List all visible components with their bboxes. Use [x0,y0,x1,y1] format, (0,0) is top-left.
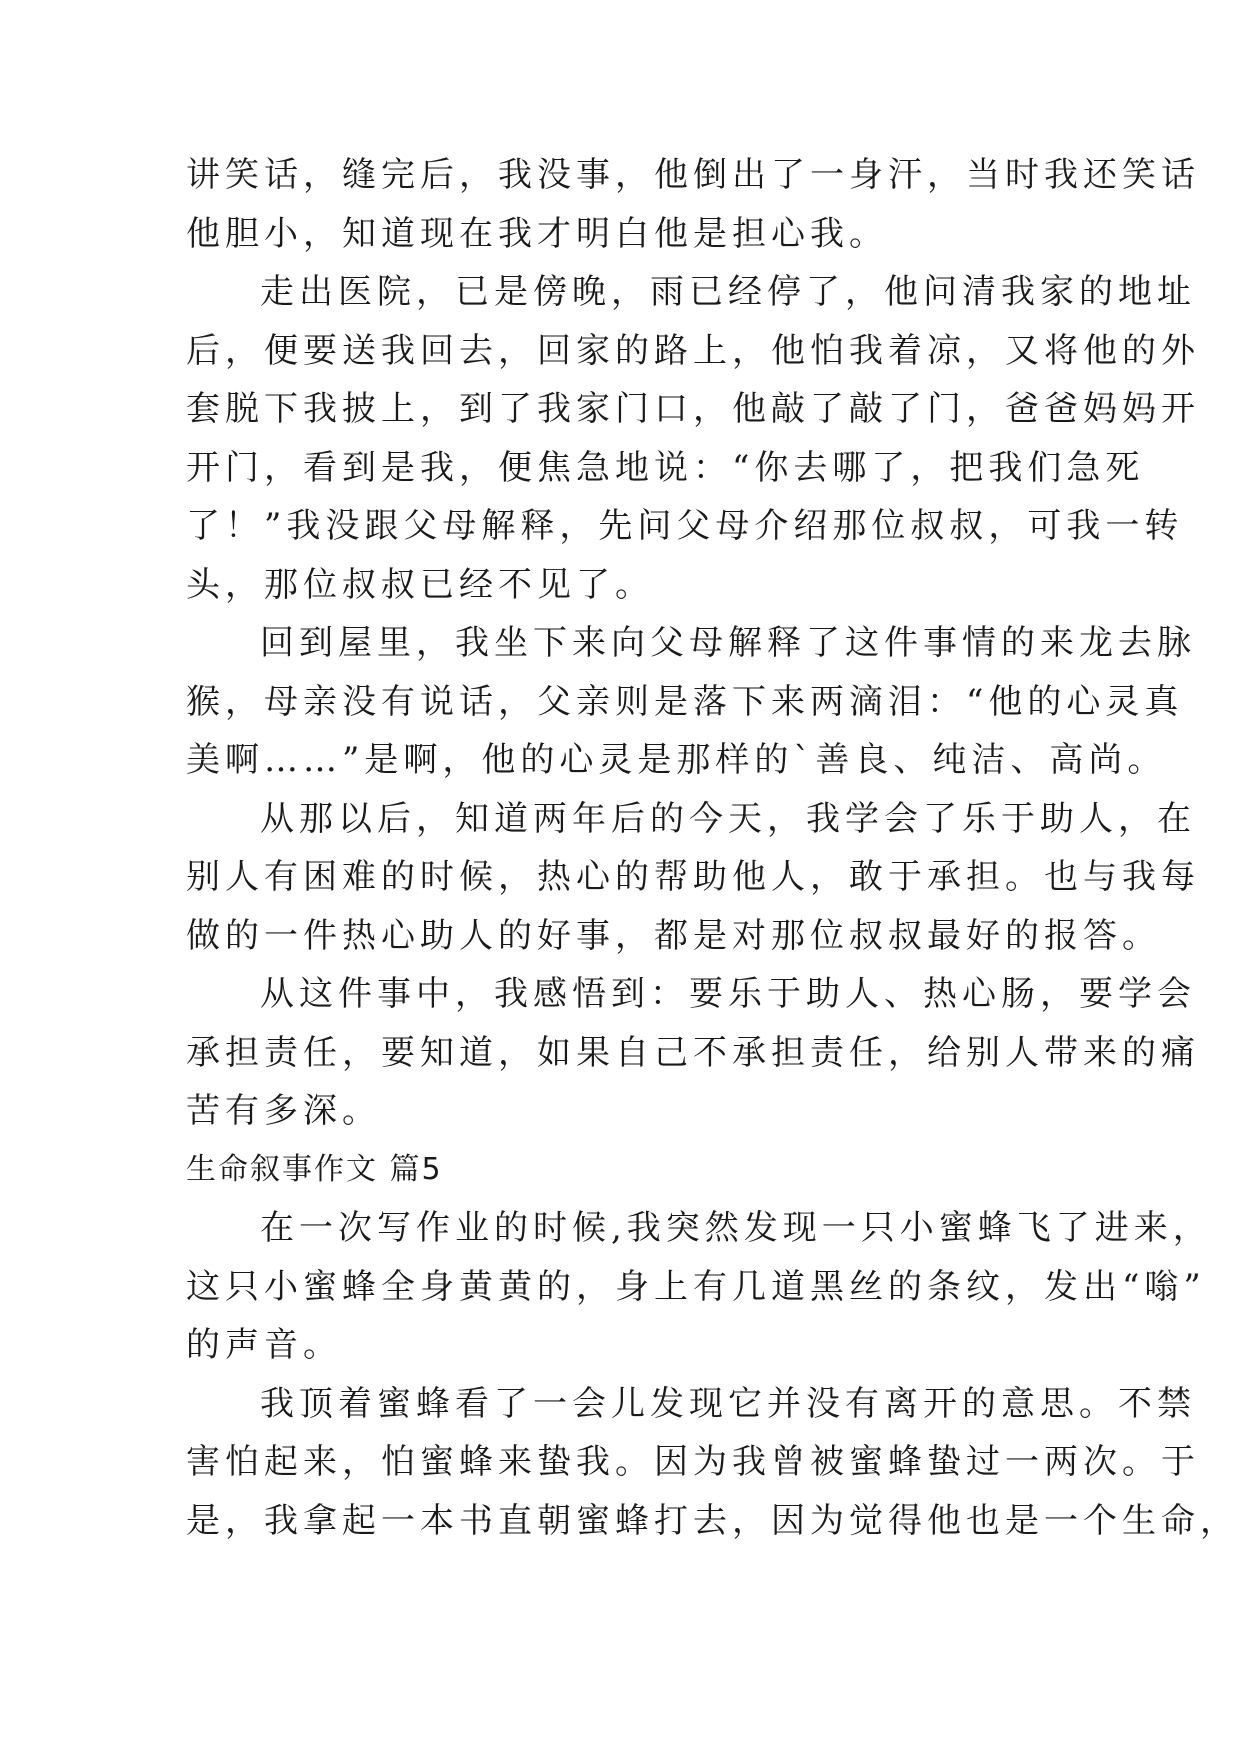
text-line: 猴，母亲没有说话，父亲则是落下来两滴泪：“他的心灵真 [186,681,1184,722]
paragraph-start-line: 从那以后，知道两年后的今天，我学会了乐于助人，在 [260,798,1196,839]
text-line: 套脱下我披上，到了我家门口，他敲了敲了门，爸爸妈妈开 [186,389,1200,429]
text-line: 害怕起来，怕蜜蜂来蛰我。因为我曾被蜜蜂蛰过一两次。于 [186,1442,1200,1482]
text-line: 这只小蜜蜂全身黄黄的，身上有几道黑丝的条纹，发出“嗡” [186,1266,1206,1307]
text-line: 头，那位叔叔已经不见了。 [186,564,654,605]
paragraph-start-line: 我顶着蜜蜂看了一会儿发现它并没有离开的意思。不禁 [260,1383,1196,1424]
text-line: 别人有困难的时候，热心的帮助他人，敢于承担。也与我每 [186,857,1200,897]
section-heading: 生命叙事作文 篇5 [186,1151,443,1187]
text-line: 了！”我没跟父母解释，先问父母介绍那位叔叔，可我一转 [186,506,1184,546]
body-text [186,146,1239,1550]
paragraph-start-line: 在一次写作业的时候,我突然发现一只小蜜蜂飞了进来， [260,1208,1212,1248]
text-line: 他胆小，知道现在我才明白他是担心我。 [186,213,888,254]
text-line: 讲笑话，缝完后，我没事，他倒出了一身汗，当时我还笑话 [186,155,1200,195]
text-line: 美啊……”是啊，他的心灵是那样的`善良、纯洁、高尚。 [186,740,1167,780]
text-line: 后，便要送我回去，回家的路上，他怕我着凉，又将他的外 [186,330,1200,371]
paragraph-start-line: 回到屋里，我坐下来向父母解释了这件事情的来龙去脉 [260,623,1196,663]
paragraph-start-line: 走出医院，已是傍晚，雨已经停了，他问清我家的地址 [260,272,1196,312]
text-line: 苦有多深。 [186,1091,381,1131]
text-line: 开门，看到是我，便焦急地说：“你去哪了，把我们急死 [186,447,1145,488]
text-line: 做的一件热心助人的好事，都是对那位叔叔最好的报答。 [186,915,1161,956]
text-line: 承担责任，要知道，如果自己不承担责任，给别人带来的痛 [186,1032,1200,1073]
paragraph-start-line: 从这件事中，我感悟到：要乐于助人、热心肠，要学会 [260,974,1196,1014]
text-line: 是，我拿起一本书直朝蜜蜂打去，因为觉得他也是一个生命， [186,1500,1239,1541]
text-line: 的声音。 [186,1325,342,1365]
